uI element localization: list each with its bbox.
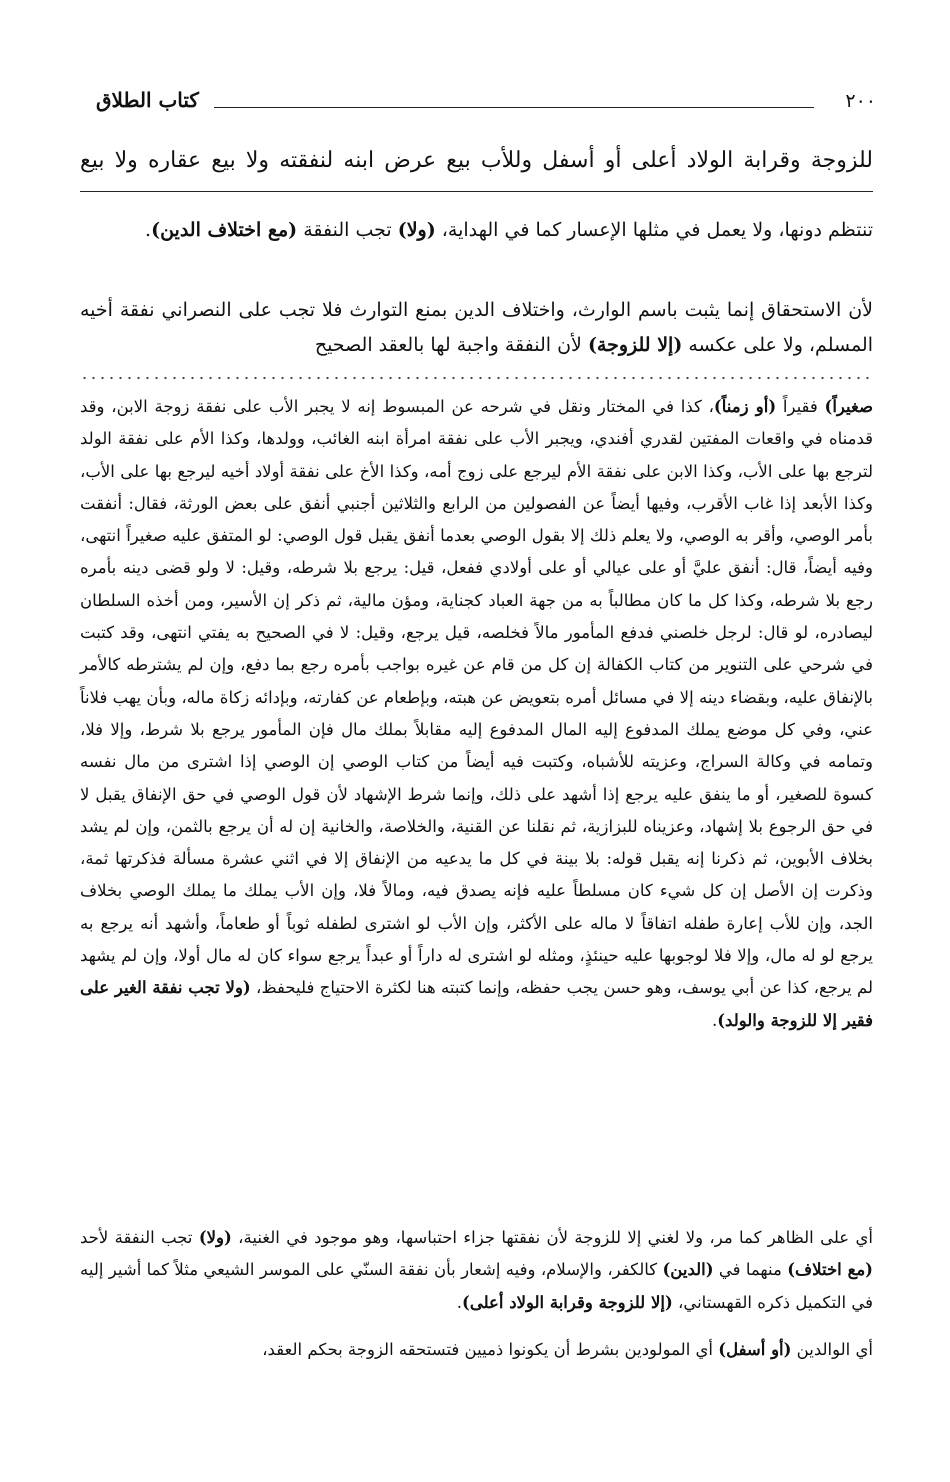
hashiya-paragraph [80,1334,873,1366]
hashiya-bold: صغيراً) [824,397,873,416]
hashiya-text: تجب النفقة لأحد [80,1228,199,1247]
matn-separator-rule [80,191,873,192]
matn-text: للزوجة وقرابة الولاد أعلى أو أسفل وللأب بيع عرض ابنه لنفقته ولا بيع عقاره ولا بيع [80,148,873,173]
header-rule [214,107,814,108]
sharh-text: . [145,219,152,241]
sharh-bold: (إلا للزوجة) [587,334,683,356]
hashiya-text: كالكفر، والإسلام، وفيه إشعار بأن نفقة السنّي على الموسر الشيعي مثلاً كما أشير إليه في التكميل ذكره القهستاني، [80,1260,873,1312]
sharh-bold: (مع اختلاف الدين) [151,219,298,241]
hashiya-text: . [456,1292,463,1312]
hashiya-bold: (أو أسفل) [718,1340,792,1359]
sharh-text: تجب النفقة [297,219,398,241]
hashiya-bold: (ولا) [198,1228,232,1247]
hashiya-text: أي الوالدين [791,1340,873,1359]
hashiya-text: أي المولودين بشرط أن يكونوا ذميين فتستحقه الزوجة بحكم العقد، [262,1340,719,1359]
hashiya-paragraph [80,391,873,1037]
hashiya-text: . [711,1010,718,1030]
hashiya-bold: (إلا للزوجة وقرابة الولاد أعلى) [462,1292,673,1312]
sharh-text: تنتظم دونها، ولا يعمل في مثلها الإعسار كما في الهداية، [435,219,873,241]
page-header [96,88,876,122]
hashiya-bold: (مع اختلاف) [787,1260,873,1280]
sharh-paragraph [80,293,873,363]
running-title: كتاب الطلاق [96,88,199,112]
hashiya-bold: (أو زمناً) [713,397,777,416]
sharh-text: لأن الاستحقاق إنما يثبت باسم الوارث، واختلاف الدين بمنع التوارث فلا تجب على النصراني نفقة أخيه المسلم، ولا على عكسه [80,299,873,356]
hashiya-text: منهما في [713,1260,788,1280]
hashiya-text: فقيراً [776,397,825,416]
hashiya-bold: (ولا تجب نفقة الغير على فقير إلا للزوجة والولد) [80,978,873,1030]
hashiya-text: ، كذا في المختار ونقل في شرحه عن المبسوط إنه لا يجبر الأب على نفقة زوجة الابن، وقد قدمناه في واقعات المفتين لقدري أفندي، ويجبر الأب على نفقة امرأة ابنه الغائب، وولدها، وكذا الأم على نفقة الولد لترجع بها على الأب، وكذا الابن على نفقة الأم ليرجع على زوج أمه، وكذا الأخ على نفقة أولاد أخيه ليرجع بها على الأب، وكذا الأبعد إذا غاب الأقرب، وفيها أيضاً عن الفصولين من الرابع والثلاثين أجنبي أنفق على بعض الورثة، فقال: أنفقت بأمر الوصي، وأقر به الوصي، ولا يعلم ذلك إلا بقول الوصي بعدما أنفق يقبل قول الوصي: لو المتفق عليه صغيراً انتهى، وفيه أيضاً، قال: أنفق عليَّ أو على عيالي أو على أولادي ففعل، قيل: يرجع بلا شرطه، وقيل: لا ولو قضى دينه بأمره رجع بلا شرطه، وكذا كل ما كان مطالباً به من جهة العباد كجناية، ومؤن مالية، ثم ذكر إن الأسير، ومن أخذه السلطان ليصادره، لو قال: لرجل خلصني فدفع المأمور مالاً فخلصه، قيل يرجع، وقيل: لا في الصحيح به يفتي انتهى، وقد كتبت في شرحي على التنوير من كتاب الكفالة إن كل من قام عن غيره بواجب بأمره رجع بما دفع، وإن لم يشترطه كالأمر بالإنفاق عليه، وبقضاء دينه إلا في مسائل أمره بتعويض عن هبته، وبإطعام عن كفارته، وبإدائه زكاة ماله، وبأن يهب فلاناً عني، وفي كل موضع يملك المدفوع إليه المال المدفوع إليه مقابلاً بملك مال فإن المأمور يرجع بلا شرط، وإلا فلا، وتمامه في وكالة السراج، وعزيته للأشباه، وكتبت فيه أيضاً من كتاب الوصي إن الوصي إذا اشترى من مال نفسه كسوة للصغير، أو ما ينفق عليه يرجع إذا أشهد على ذلك، وإنما شرط الإشهاد لأن قول الوصي في حق الإنفاق يقبل لا في حق الرجوع بلا إشهاد، وعزيناه للبزازية، ثم نقلنا عن القنية، والخلاصة، والخانية إن له أن يرجع بالثمن، وإن لم يشد بخلاف الأبوين، ثم ذكرنا إنه يقبل قوله: بلا بينة في كل ما يدعيه من الإنفاق إلا في اثني عشرة مسألة فذكرتها ثمة، وذكرت إن الأصل إن كل شيء كان مسلطاً عليه فإنه يصدق فيه، ومالاً فلا، وإن الأب يملك ما يملك الوصي بخلاف الجد، وإن للأب إعارة طفله اتفاقاً لا ماله على الأكثر، وإن الأب لو اشترى لطفله ثوباً أو طعاماً، وأشهد أنه يرجع به يرجع لو له مال، وإلا فلا لوجوبها عليه حينئذٍ، ومثله لو اشترى له داراً أو عبداً يرجع سواء كان له مال أولا، وإن لم يشهد لم يرجع، كذا عن أبي يوسف، وهو حسن يجب حفظه، وإنما كتبته هنا لكثرة الاحتياج فليحفظ، [80,397,873,998]
hashiya-paragraph [80,1222,873,1319]
sharh-text: لأن النفقة واجبة لها بالعقد الصحيح [314,334,588,356]
page-number: ٢٠٠ [845,90,876,112]
sharh-bold: (ولا) [397,219,436,241]
hashiya-text: أي على الظاهر كما مر، ولا لغني إلا للزوجة لأن نفقتها جزاء احتباسها، وهو موجود في الغنية، [231,1228,873,1247]
hashiya-bold: (الدين) [662,1260,714,1280]
dotted-separator [80,374,873,384]
sharh-paragraph [80,213,873,247]
